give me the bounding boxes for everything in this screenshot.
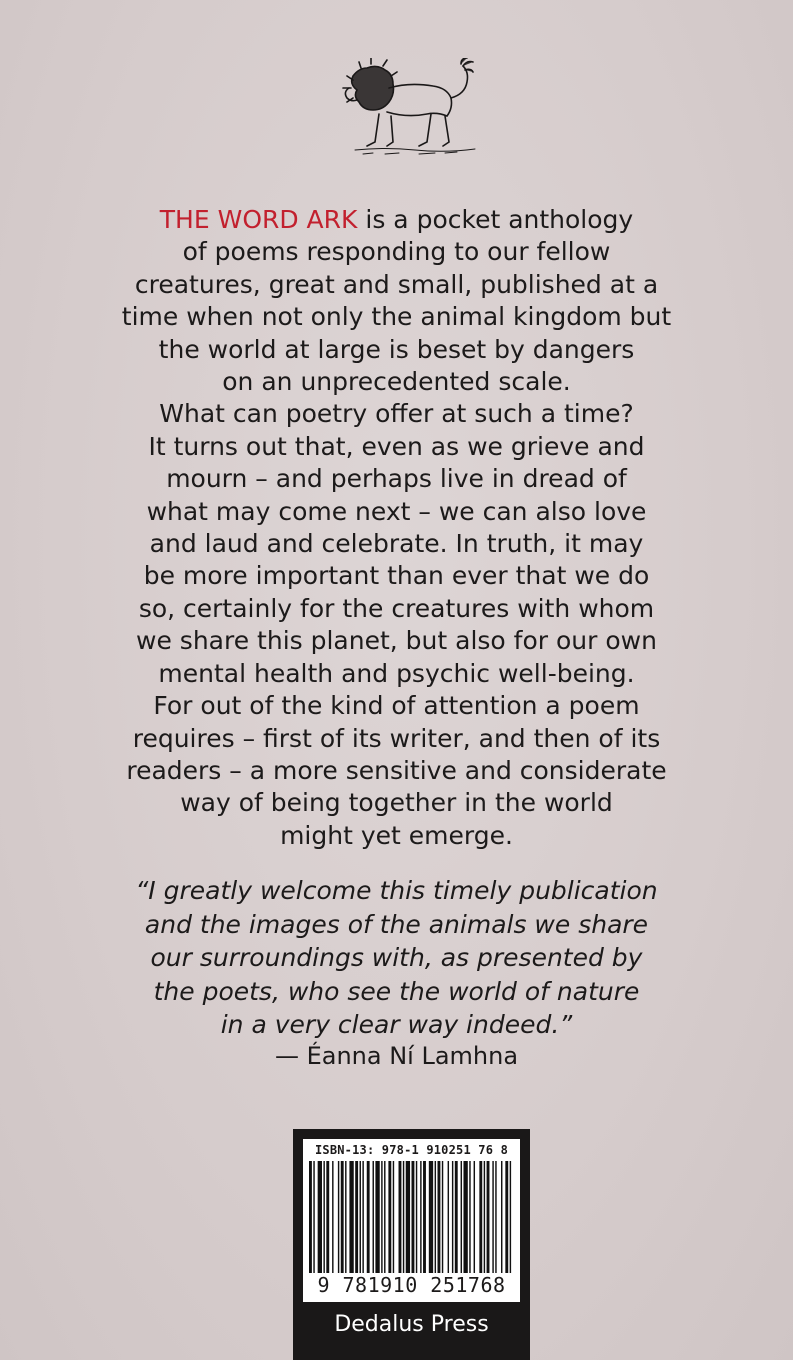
blurb-line: might yet emerge.: [280, 820, 513, 850]
barcode-bar: [367, 1161, 370, 1273]
barcode-bar: [423, 1161, 426, 1273]
barcode-bar: [318, 1161, 322, 1273]
lion-icon: [335, 58, 485, 158]
blurb-line: on an unprecedented scale.: [222, 367, 571, 397]
barcode-bar: [388, 1161, 391, 1273]
blurb-line: It turns out that, even as we grieve and: [148, 431, 645, 461]
publisher-name: Dedalus Press: [334, 1312, 489, 1337]
blurb-line: creatures, great and small, published at a: [134, 269, 659, 299]
barcode-bar: [452, 1161, 453, 1273]
barcode-bar: [384, 1161, 385, 1273]
barcode-bar: [461, 1161, 462, 1273]
barcode-bar: [403, 1161, 404, 1273]
quote-line: in a very clear way indeed.”: [220, 1010, 573, 1039]
barcode-bar: [326, 1161, 329, 1273]
barcode-bar: [360, 1161, 361, 1273]
blurb-line: requires – first of its writer, and then of its: [132, 723, 661, 753]
barcode-bar: [341, 1161, 344, 1273]
barcode-bar: [474, 1161, 475, 1273]
blurb-line: what may come next – we can also love: [146, 496, 647, 526]
blurb-line: mental health and psychic well-being.: [158, 658, 635, 688]
barcode-bar: [332, 1161, 333, 1273]
isbn-label: ISBN-13: 978-1 910251 76 8: [314, 1143, 509, 1157]
blurb-line: so, certainly for the creatures with whom: [138, 593, 655, 623]
blurb-line: What can poetry offer at such a time?: [159, 399, 634, 429]
barcode-bar: [323, 1161, 324, 1273]
blurb-line: we share this planet, but also for our own: [136, 626, 657, 656]
blurb-line: way of being together in the world: [180, 788, 613, 818]
barcode-bar: [373, 1161, 374, 1273]
barcode-bar: [381, 1161, 382, 1273]
barcode-bar: [448, 1161, 449, 1273]
barcode-bar: [416, 1161, 417, 1273]
barcode-bar: [484, 1161, 485, 1273]
blurb-line: is a pocket anthology: [357, 205, 634, 234]
barcode-bar: [349, 1161, 353, 1273]
barcode-bar: [313, 1161, 314, 1273]
barcode-bar: [505, 1161, 508, 1273]
barcode-bar: [492, 1161, 493, 1273]
barcode: [303, 1139, 520, 1302]
barcode-bar: [429, 1161, 433, 1273]
barcode-bar: [455, 1161, 458, 1273]
barcode-bar: [412, 1161, 415, 1273]
barcode-bar: [309, 1161, 312, 1273]
blurb-line: For out of the kind of attention a poem: [153, 691, 640, 721]
book-title: THE WORD ARK: [159, 205, 358, 234]
quote-attribution: — Éanna Ní Lamhna: [274, 1042, 519, 1070]
blurb-line: readers – a more sensitive and considerate: [126, 755, 667, 785]
barcode-bar: [355, 1161, 358, 1273]
blurb-line: be more important than ever that we do: [143, 561, 650, 591]
quote-line: “I greatly welcome this timely publication: [135, 876, 658, 905]
blurb-line: mourn – and perhaps live in dread of: [166, 464, 627, 494]
barcode-bar: [469, 1161, 470, 1273]
barcode-block: [293, 1129, 530, 1360]
barcode-bar: [393, 1161, 394, 1273]
barcode-bar: [479, 1161, 482, 1273]
blurb-text: [110, 204, 683, 852]
barcode-bar: [487, 1161, 490, 1273]
blurb-line: and laud and celebrate. In truth, it may: [149, 529, 644, 559]
barcode-bar: [338, 1161, 339, 1273]
quote-line: the poets, who see the world of nature: [153, 976, 640, 1006]
barcode-bars: [309, 1161, 514, 1273]
barcode-bar: [495, 1161, 496, 1273]
quote-line: our surroundings with, as presented by: [150, 943, 643, 972]
barcode-bar: [510, 1161, 511, 1273]
endorsement-quote: [110, 874, 683, 1042]
barcode-digits: 9 781910 251768: [317, 1273, 506, 1297]
barcode-bar: [501, 1161, 502, 1273]
quote-line: and the images of the animals we share: [144, 909, 649, 939]
barcode-bar: [463, 1161, 467, 1273]
barcode-bar: [442, 1161, 443, 1273]
blurb-line: of poems responding to our fellow: [182, 237, 611, 267]
barcode-bar: [435, 1161, 436, 1273]
barcode-bar: [437, 1161, 440, 1273]
barcode-bar: [399, 1161, 402, 1273]
barcode-bar: [345, 1161, 346, 1273]
barcode-bar: [420, 1161, 421, 1273]
barcode-bar: [362, 1161, 363, 1273]
blurb-line: time when not only the animal kingdom but: [121, 302, 672, 332]
barcode-bar: [406, 1161, 410, 1273]
blurb-line: the world at large is beset by dangers: [158, 334, 635, 364]
barcode-bar: [375, 1161, 379, 1273]
